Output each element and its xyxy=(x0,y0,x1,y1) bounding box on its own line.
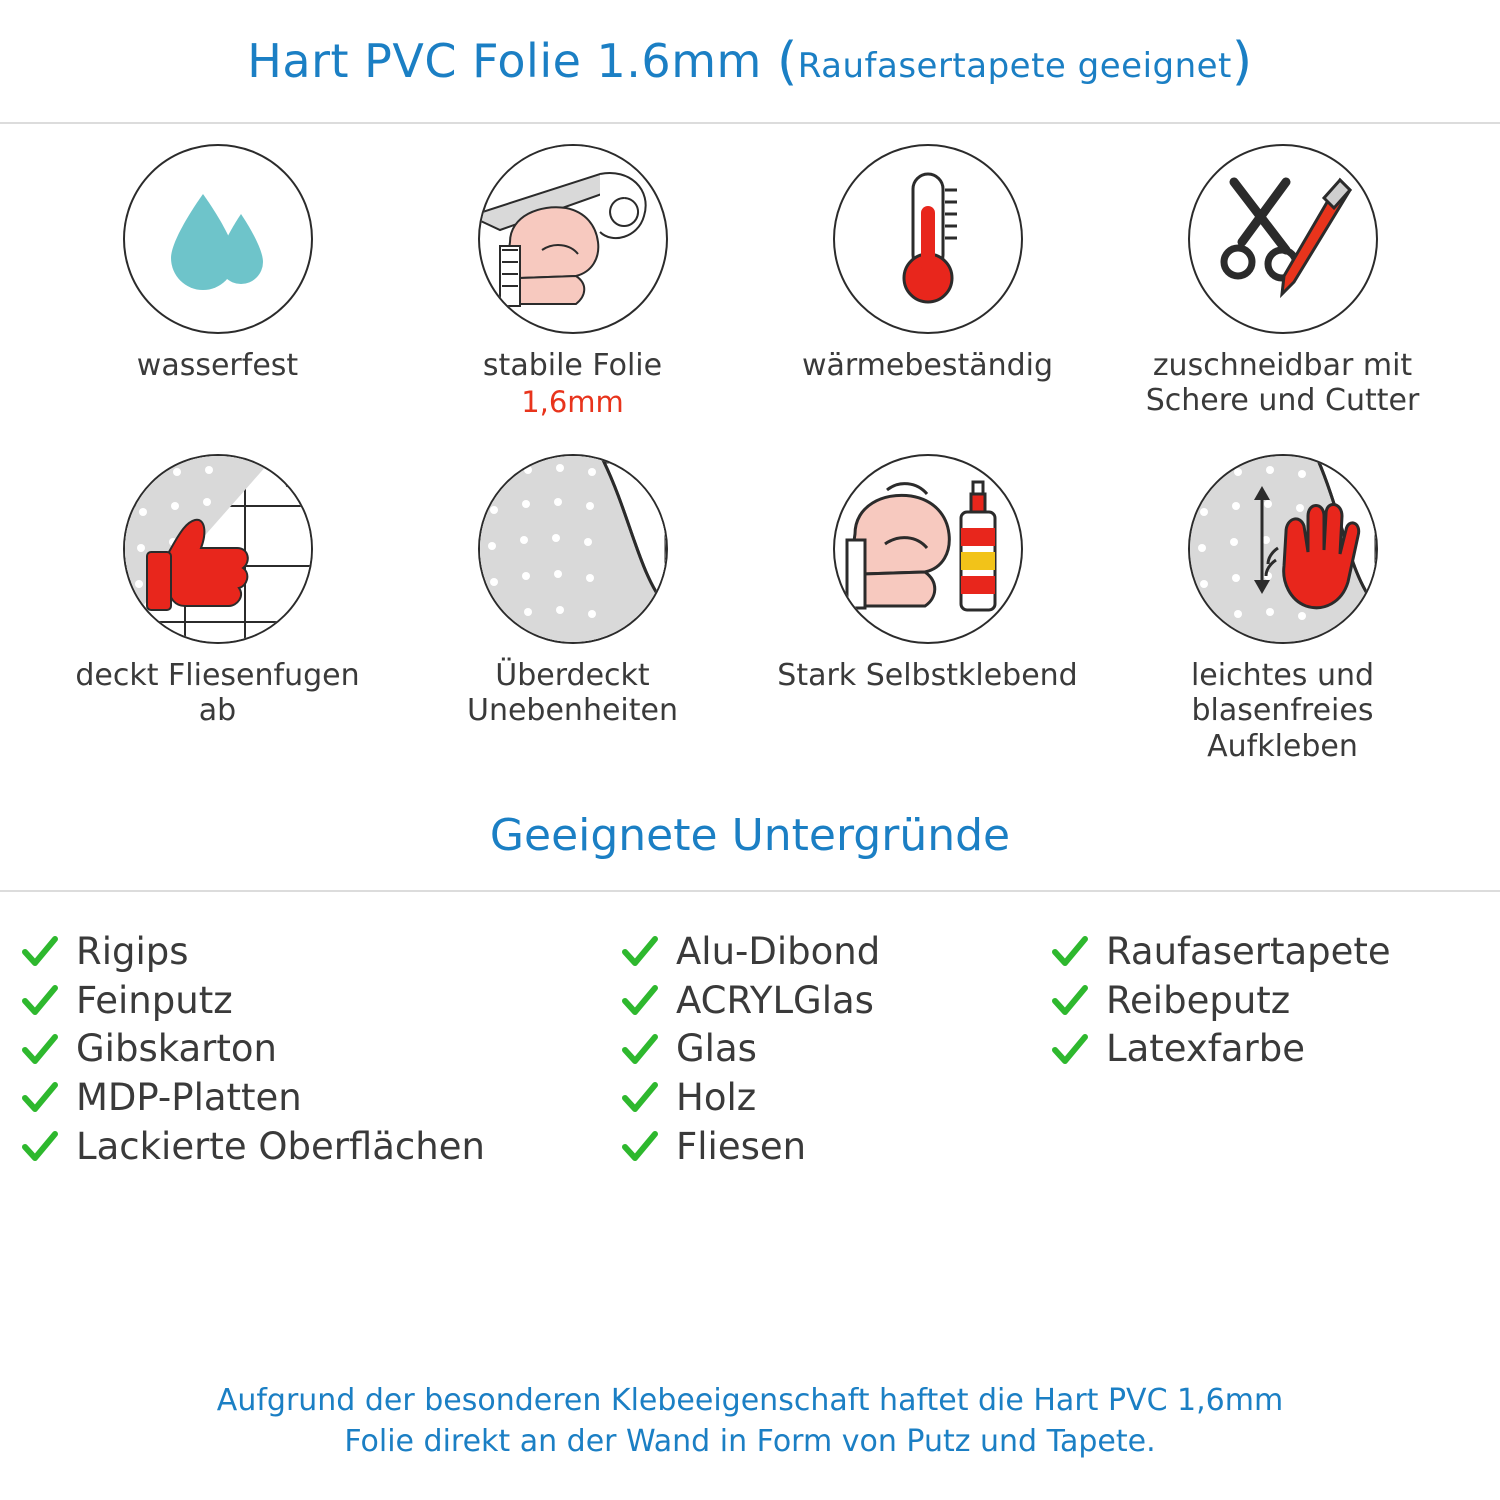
check-icon xyxy=(20,981,60,1021)
list-item xyxy=(620,978,1050,1022)
feature-unebenheiten xyxy=(395,454,750,774)
feature-sublabel: 1,6mm xyxy=(521,385,624,420)
section-title: Geeignete Untergründe xyxy=(489,809,1011,861)
check-icon xyxy=(20,932,60,972)
feature-grid xyxy=(0,124,1500,774)
scissors-cutter-icon xyxy=(1190,146,1376,332)
feature-fliesenfugen xyxy=(40,454,395,774)
section-header xyxy=(0,780,1500,892)
check-icon xyxy=(620,1127,660,1167)
feature-label: leichtes und blasenfreies Aufkleben xyxy=(1190,658,1375,764)
thumbs-up-tile-icon xyxy=(125,456,311,642)
list-item-label: MDP-Platten xyxy=(76,1076,302,1120)
check-icon xyxy=(20,1127,60,1167)
check-icon xyxy=(1050,932,1090,972)
footnote-line-1: Aufgrund der besonderen Klebeeigenschaft haftet die Hart PVC 1,6mm xyxy=(216,1383,1284,1418)
feature-icon-circle xyxy=(123,454,313,644)
feature-icon-circle xyxy=(1188,144,1378,334)
check-icon xyxy=(1050,1030,1090,1070)
list-item-label: Reibeputz xyxy=(1106,978,1291,1022)
list-item xyxy=(620,1029,1050,1070)
list-item xyxy=(620,1124,1050,1168)
checklist-column-2 xyxy=(620,932,1050,1167)
list-item xyxy=(20,978,620,1022)
list-item-label: Fliesen xyxy=(676,1124,807,1168)
feature-icon-circle xyxy=(123,144,313,334)
title-paren-close: ) xyxy=(1231,32,1253,92)
feature-selbstklebend xyxy=(750,454,1105,774)
feature-icon-circle xyxy=(833,454,1023,644)
list-item xyxy=(20,1078,620,1119)
water-drops-icon xyxy=(125,146,311,332)
list-item-label: Latexfarbe xyxy=(1106,1027,1305,1071)
list-item-label: Glas xyxy=(676,1027,757,1071)
list-item xyxy=(1050,978,1500,1022)
list-item xyxy=(20,1124,620,1168)
page-title xyxy=(247,32,1253,92)
check-icon xyxy=(1050,981,1090,1021)
check-icon xyxy=(620,1078,660,1118)
feature-label: stabile Folie 1,6mm xyxy=(482,348,663,420)
feature-icon-circle xyxy=(478,454,668,644)
thermometer-icon xyxy=(835,146,1021,332)
list-item xyxy=(1050,1029,1500,1070)
list-item-label: Gibskarton xyxy=(76,1027,277,1071)
muscle-arm-foil-icon xyxy=(480,146,666,332)
check-icon xyxy=(620,1030,660,1070)
feature-label: Stark Selbstklebend xyxy=(777,658,1078,693)
footnote-line-2: Folie direkt an der Wand in Form von Putz und Tapete. xyxy=(344,1423,1156,1459)
checklist-column-1 xyxy=(20,932,620,1167)
page-title-sub: Raufasertapete geeignet xyxy=(797,46,1232,86)
feature-zuschneidbar xyxy=(1105,144,1460,454)
check-icon xyxy=(620,981,660,1021)
list-item xyxy=(20,932,620,973)
feature-label: wärmebeständig xyxy=(801,348,1054,383)
list-item-label: Alu-Dibond xyxy=(676,930,881,973)
feature-icon-circle xyxy=(478,144,668,334)
feature-label: deckt Fliesenfugen ab xyxy=(75,658,360,729)
list-item-label: Lackierte Oberflächen xyxy=(76,1124,485,1168)
footnote xyxy=(0,1381,1500,1462)
feature-wasserfest xyxy=(40,144,395,454)
feature-waermebestaendig xyxy=(750,144,1105,454)
feature-aufkleben xyxy=(1105,454,1460,774)
check-icon xyxy=(20,1078,60,1118)
list-item xyxy=(20,1029,620,1070)
list-item xyxy=(620,1078,1050,1119)
hand-smoothing-icon xyxy=(1190,456,1376,642)
list-item-label: ACRYLGlas xyxy=(676,978,874,1022)
list-item-label: Holz xyxy=(676,1076,757,1120)
page-header xyxy=(0,0,1500,124)
checklist-column-3 xyxy=(1050,932,1500,1167)
feature-label: wasserfest xyxy=(136,348,299,383)
list-item-label: Raufasertapete xyxy=(1106,930,1391,973)
list-item-label: Feinputz xyxy=(76,978,233,1022)
list-item xyxy=(1050,932,1500,973)
feature-label: zuschneidbar mit Schere und Cutter xyxy=(1145,348,1420,419)
list-item-label: Rigips xyxy=(76,930,189,973)
check-icon xyxy=(20,1030,60,1070)
feature-icon-circle xyxy=(833,144,1023,334)
feature-stabile-folie xyxy=(395,144,750,454)
suitable-surfaces-list xyxy=(0,892,1500,1167)
check-icon xyxy=(620,932,660,972)
feature-icon-circle xyxy=(1188,454,1378,644)
foil-peel-icon xyxy=(480,456,666,642)
feature-label: Überdeckt Unebenheiten xyxy=(467,658,678,729)
title-paren-open: ( xyxy=(776,32,798,92)
list-item xyxy=(620,932,1050,973)
muscle-glue-icon xyxy=(835,456,1021,642)
page-title-main: Hart PVC Folie 1.6mm xyxy=(247,34,762,88)
